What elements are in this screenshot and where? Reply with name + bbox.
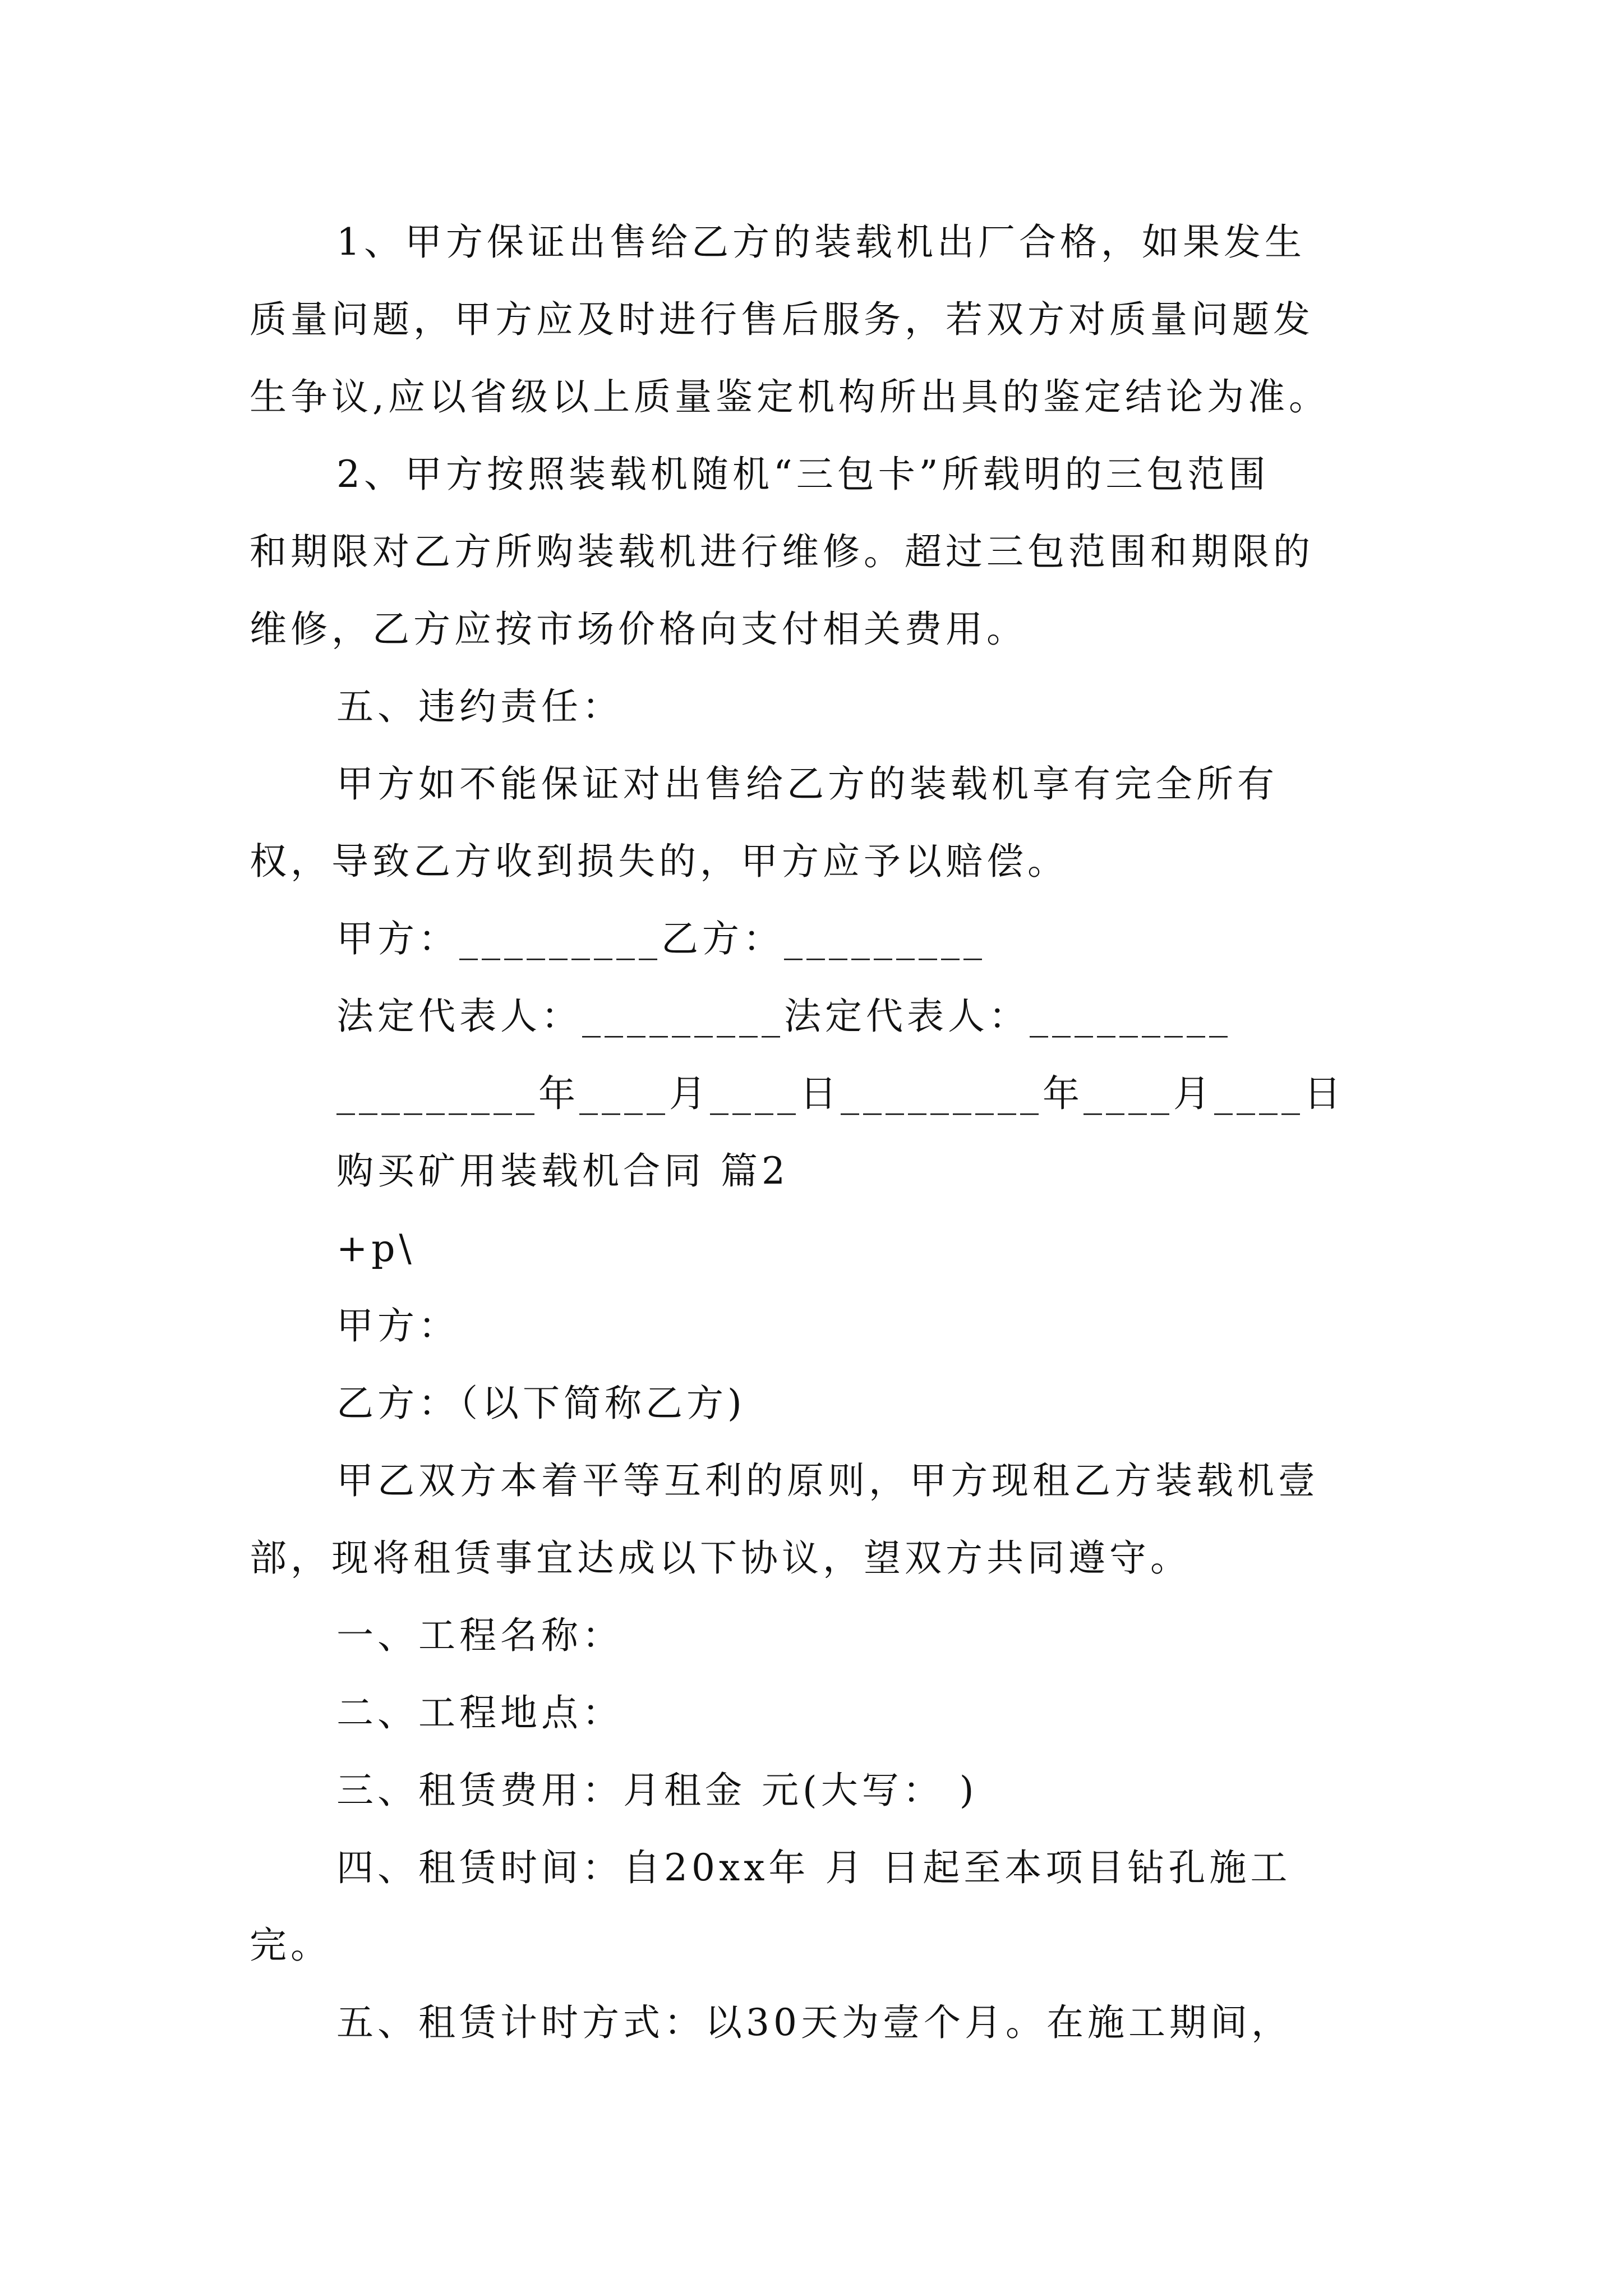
paragraph-quality-guarantee-line-2: 质量问题，甲方应及时进行售后服务，若双方对质量问题发 — [250, 298, 1314, 341]
paragraph-agreement-line-1: 甲乙双方本着平等互利的原则，甲方现租乙方装载机壹 — [336, 1459, 1319, 1502]
signature-representatives-line: 法定代表人：_________法定代表人：_________ — [336, 995, 1232, 1038]
paragraph-quality-guarantee-line-3: 生争议,应以省级以上质量鉴定机构所出具的鉴定结论为准。 — [250, 375, 1330, 418]
paragraph-warranty-line-1: 2、甲方按照装载机随机“三包卡”所载明的三包范围 — [336, 453, 1270, 496]
contract-title-part-2: 购买矿用装载机合同 篇2 — [336, 1149, 789, 1193]
paragraph-liability-line-2: 权，导致乙方收到损失的，甲方应予以赔偿。 — [250, 840, 1068, 883]
signature-parties-line: 甲方：_________乙方：_________ — [336, 917, 986, 960]
paragraph-quality-guarantee-line-1: 1、甲方保证出售给乙方的装载机出厂合格，如果发生 — [336, 220, 1306, 264]
paragraph-warranty-line-3: 维修，乙方应按市场价格向支付相关费用。 — [250, 608, 1027, 651]
signature-date-line: _________年____月____日_________年____月____日 — [336, 1072, 1345, 1115]
paragraph-liability-line-1: 甲方如不能保证对出售给乙方的装载机享有完全所有 — [336, 762, 1278, 806]
party-b-line: 乙方：（以下简称乙方) — [336, 1382, 746, 1425]
party-a-line: 甲方： — [336, 1304, 459, 1347]
clause-rental-fee: 三、租赁费用：月租金 元(大写： ) — [336, 1769, 978, 1812]
paragraph-warranty-line-2: 和期限对乙方所购装载机进行维修。超过三包范围和期限的 — [250, 530, 1314, 573]
clause-project-location: 二、工程地点： — [336, 1691, 623, 1734]
clause-project-name: 一、工程名称： — [336, 1614, 623, 1657]
section-heading-liability: 五、违约责任： — [336, 685, 623, 728]
clause-rental-period-line-2: 完。 — [250, 1924, 331, 1967]
stray-text-line: +p\ — [336, 1227, 416, 1270]
paragraph-agreement-line-2: 部，现将租赁事宜达成以下协议，望双方共同遵守。 — [250, 1536, 1191, 1580]
clause-billing-method: 五、租赁计时方式：以30天为壹个月。在施工期间， — [336, 2001, 1292, 2044]
clause-rental-period-line-1: 四、租赁时间：自20xx年 月 日起至本项目钻孔施工 — [336, 1846, 1292, 1889]
